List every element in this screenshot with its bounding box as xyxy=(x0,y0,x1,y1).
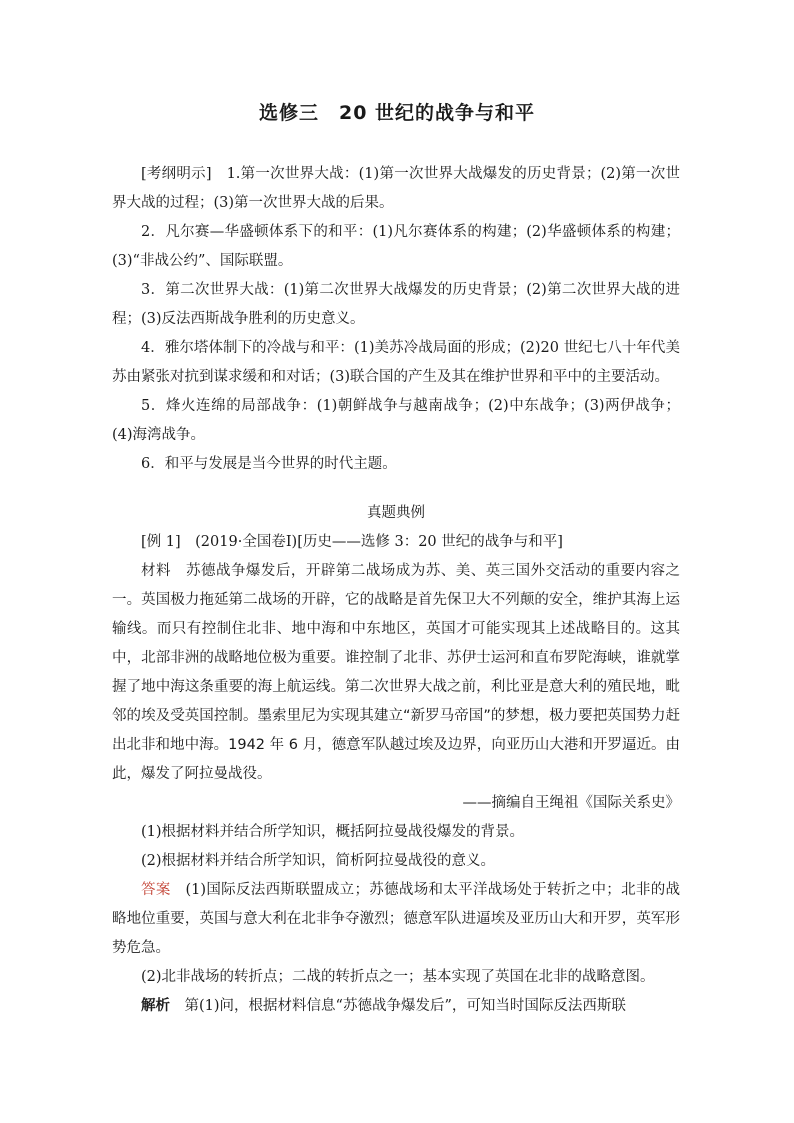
answer-paragraph-1 xyxy=(112,876,680,963)
material-text: 苏德战争爆发后，开辟第二战场成为苏、美、英三国外交活动的重要内容之一。英国极力拖延第二战场的开辟，它的战略是首先保卫大不列颠的安全，维护其海上运输线。而只有控制住北非、地中海和中东地区，英国才可能实现其上述战略目的。这其中，北部非洲的战略地位极为重要。谁控制了北非、苏伊士运河和直布罗陀海峡，谁就掌握了地中海这条重要的海上航运线。第二次世界大战之前，利比亚是意大利的殖民地，毗邻的埃及受英国控制。墨索里尼为实现其建立“新罗马帝国”的梦想，极力要把英国势力赶出北非和地中海。1942 年 6 月，德意军队越过埃及边界，向亚历山大港和开罗逼近。由此，爆发了阿拉曼战役。 xyxy=(112,563,681,782)
outline-paragraph-2: 2．凡尔赛—华盛顿体系下的和平：(1)凡尔赛体系的构建；(2)华盛顿体系的构建；(3)“非战公约”、国际联盟。 xyxy=(112,224,680,269)
analysis-text: 第(1)问，根据材料信息“苏德战争爆发后”，可知当时国际反法西斯联 xyxy=(184,998,626,1014)
material-source: ——摘编自王绳祖《国际关系史》 xyxy=(462,795,680,811)
outline-paragraph-1: [考纲明示] 1.第一次世界大战：(1)第一次世界大战爆发的历史背景；(2)第一次世界大战的过程；(3)第一次世界大战的后果。 xyxy=(112,166,680,211)
analysis-paragraph xyxy=(112,992,680,1021)
outline-paragraph-4: 4．雅尔塔体制下的冷战与和平：(1)美苏冷战局面的形成；(2)20 世纪七八十年代美苏由紧张对抗到谋求缓和和对话；(3)联合国的产生及其在维护世界和平中的主要活动。 xyxy=(112,340,680,385)
question-2: (2)根据材料并结合所学知识，简析阿拉曼战役的意义。 xyxy=(141,853,496,869)
outline-paragraph-5: 5．烽火连绵的局部战争：(1)朝鲜战争与越南战争；(2)中东战争；(3)两伊战争；(4)海湾战争。 xyxy=(112,398,680,443)
material-paragraph xyxy=(112,557,680,789)
question-1: (1)根据材料并结合所学知识，概括阿拉曼战役爆发的背景。 xyxy=(141,824,525,840)
analysis-label: 解析 xyxy=(141,998,170,1014)
outline-paragraph-3: 3．第二次世界大战：(1)第二次世界大战爆发的历史背景；(2)第二次世界大战的进程；(3)反法西斯战争胜利的历史意义。 xyxy=(112,282,680,327)
material-label: 材料 xyxy=(141,563,171,579)
outline-paragraph-6: 6．和平与发展是当今世界的时代主题。 xyxy=(141,456,397,472)
page-title: 选修三 20 世纪的战争与和平 xyxy=(258,102,536,124)
section-heading: 真题典例 xyxy=(367,505,425,521)
answer-label: 答案 xyxy=(141,882,171,898)
example-header: [例 1] (2019·全国卷Ⅰ)[历史——选修 3：20 世纪的战争与和平] xyxy=(141,534,563,550)
answer-text-1: (1)国际反法西斯联盟成立；苏德战场和太平洋战场处于转折之中；北非的战略地位重要，英国与意大利在北非争夺激烈；德意军队进逼埃及亚历山大和开罗，英军形势危急。 xyxy=(112,882,681,956)
answer-paragraph-2: (2)北非战场的转折点；二战的转折点之一；基本实现了英国在北非的战略意图。 xyxy=(141,969,655,985)
document-body xyxy=(112,160,680,1021)
